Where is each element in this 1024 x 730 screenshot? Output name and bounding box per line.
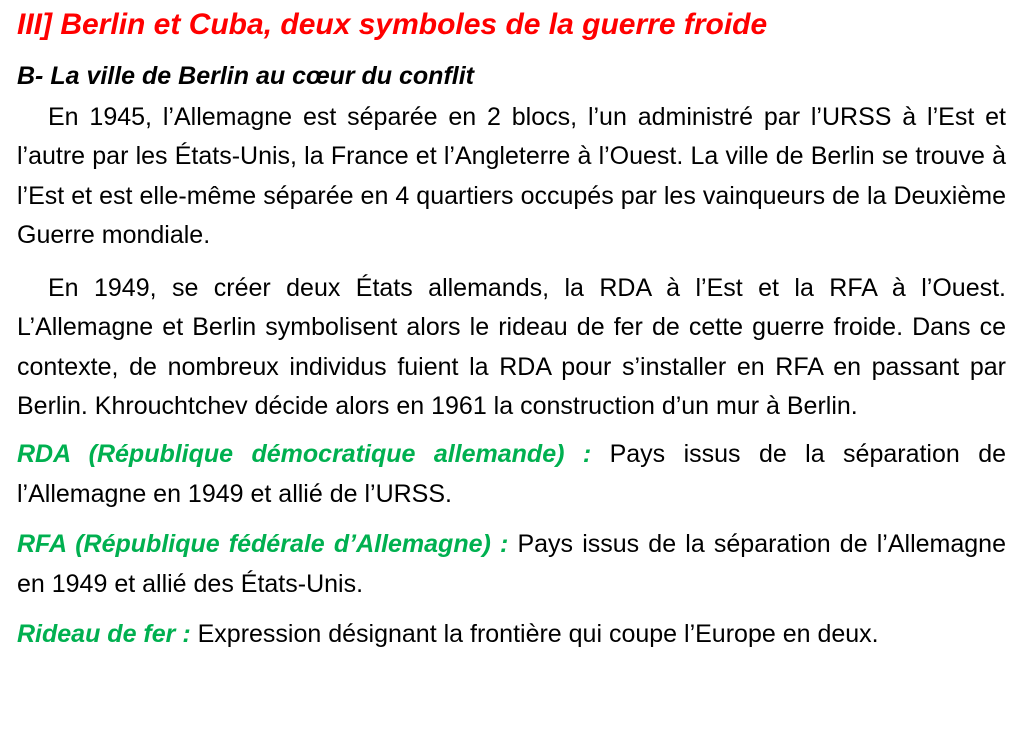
paragraph-1949: En 1949, se créer deux États allemands, la RDA à l’Est et la RFA à l’Ouest. L’Allemagne et Berlin symbolisent alors le rideau de fer de cette guerre froide. Dans ce contexte, de nombreux individus fuient la RDA pour s’installer en RFA en passant par Berlin. Khrouchtchev décide alors en 1961 la construction d’un mur à Berlin. — [17, 274, 1006, 421]
definition-rfa — [17, 525, 1006, 604]
section-subtitle: B- La ville de Berlin au cœur du conflit — [17, 62, 474, 90]
definition-term-rda: RDA (République démocratique allemande) : — [17, 440, 592, 469]
document-page — [17, 0, 1006, 655]
definition-text-rideau-de-fer: Expression désignant la frontière qui coupe l’Europe en deux. — [197, 620, 879, 649]
definition-text-rfa: Pays issus de la séparation de l’Allemagne en 1949 et allié des États-Unis. — [17, 530, 1006, 598]
definition-term-rideau-de-fer: Rideau de fer : — [17, 620, 191, 649]
definition-rideau-de-fer — [17, 615, 1006, 655]
definition-rda — [17, 435, 1006, 514]
paragraph-1945: En 1945, l’Allemagne est séparée en 2 blocs, l’un administré par l’URSS à l’Est et l’autre par les États-Unis, la France et l’Angleterre à l’Ouest. La ville de Berlin se trouve à l’Est et est elle-même séparée en 4 quartiers occupés par les vainqueurs de la Deuxième Guerre mondiale. — [17, 103, 1006, 249]
definition-text-rda: Pays issus de la séparation de l’Allemagne en 1949 et allié de l’URSS. — [17, 440, 1007, 508]
definition-term-rfa: RFA (République fédérale d’Allemagne) : — [17, 530, 509, 559]
page-title: III] Berlin et Cuba, deux symboles de la guerre froide — [17, 8, 768, 41]
